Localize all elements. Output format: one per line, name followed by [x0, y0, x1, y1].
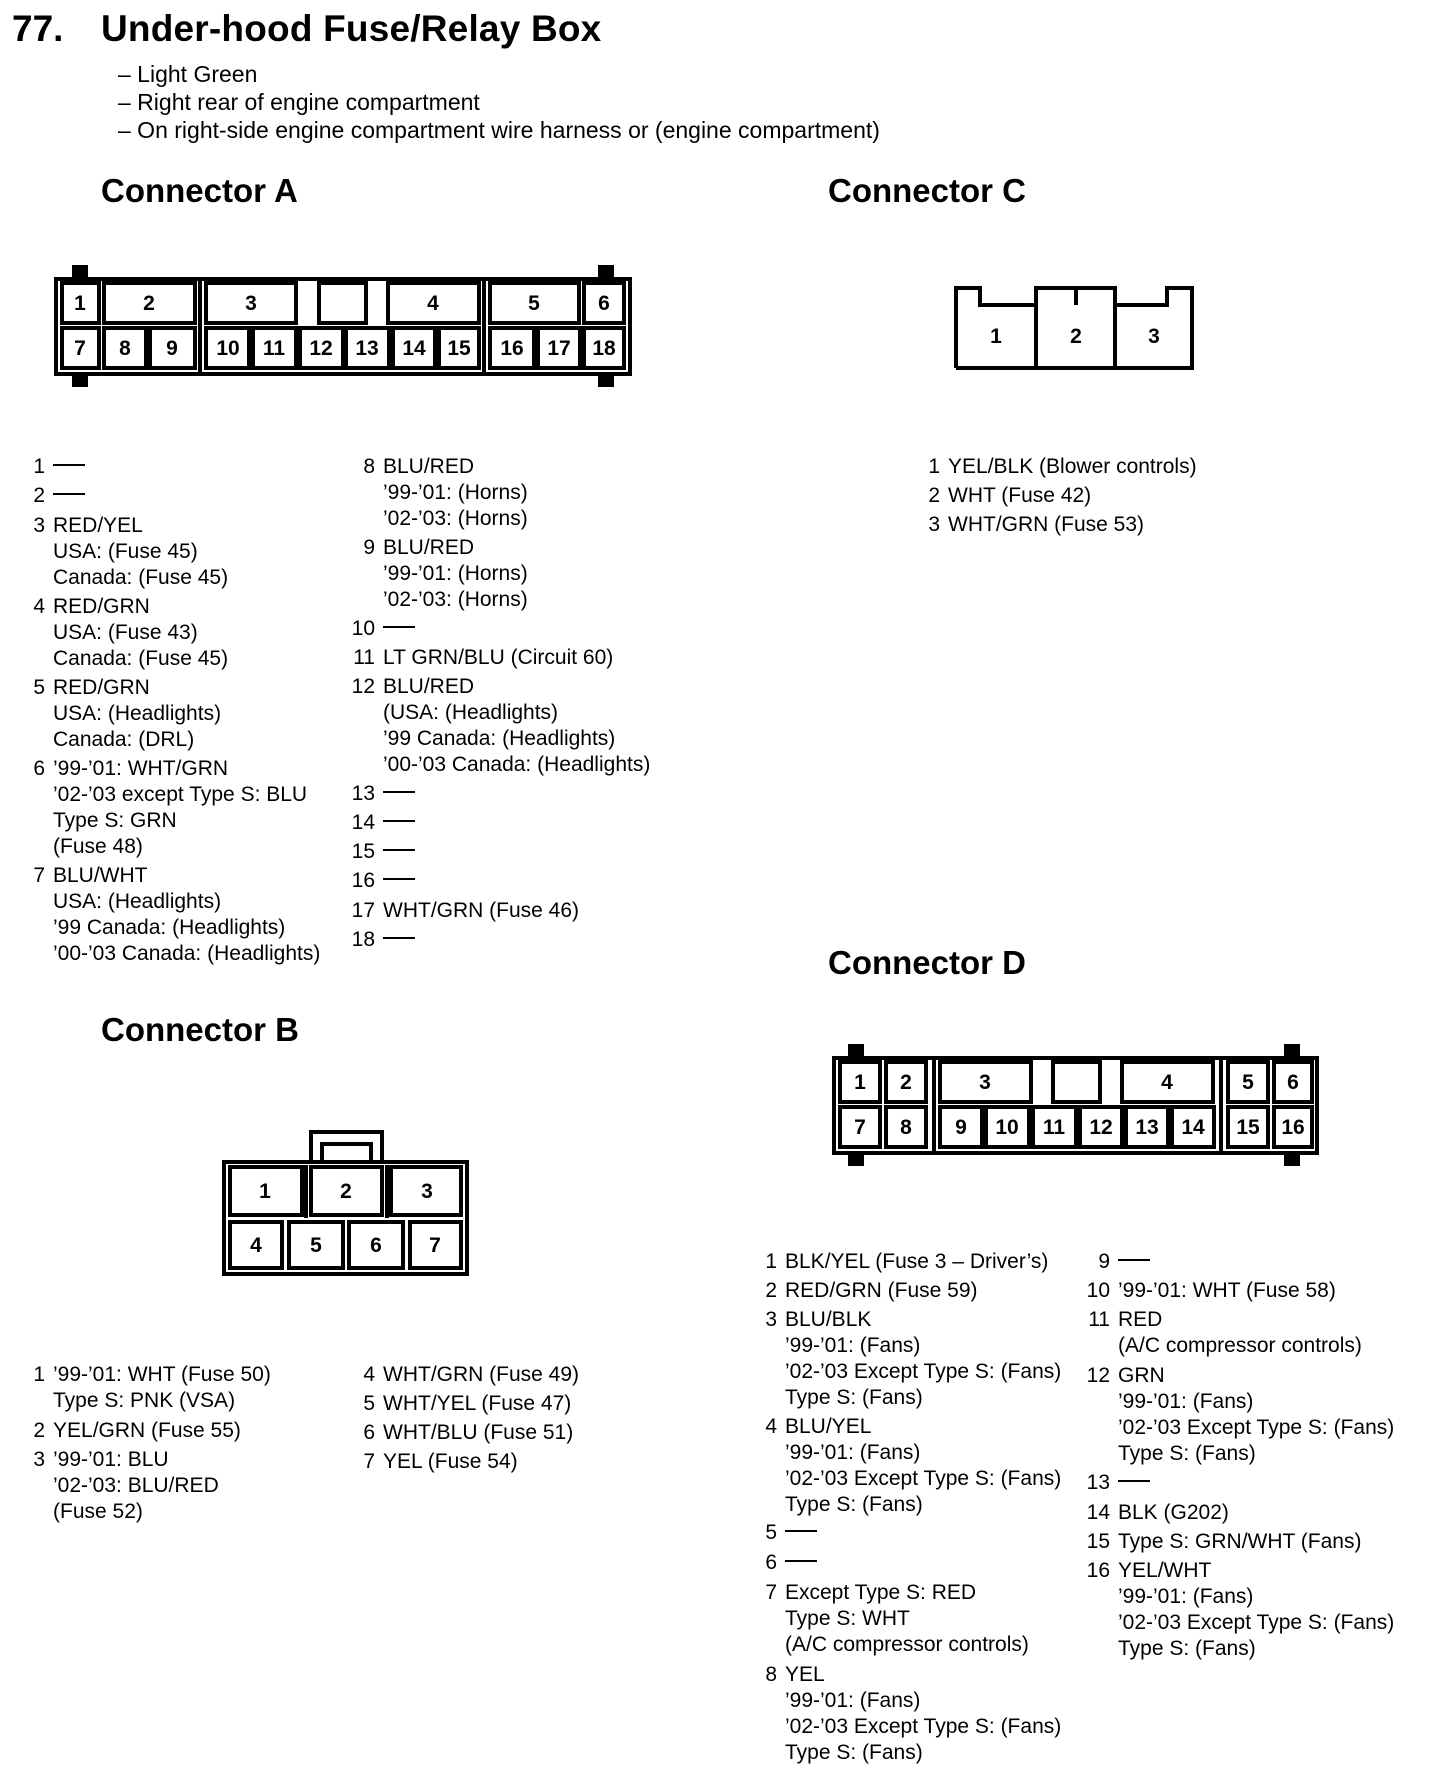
pin-number: 4: [363, 1363, 375, 1386]
pin-description-line: ’02-’03 except Type S: BLU: [53, 783, 308, 806]
cavity-a-11: 11: [262, 337, 286, 360]
pin-number: 3: [33, 514, 45, 537]
pin-description-line: WHT/BLU (Fuse 51): [383, 1421, 574, 1444]
page-number: 77.: [12, 8, 64, 49]
pin-description-line: ’00-’03 Canada: (Headlights): [53, 942, 321, 965]
pin-number: 7: [765, 1581, 777, 1604]
cavity-b-6: 6: [370, 1234, 382, 1257]
pin-number: 11: [353, 646, 375, 669]
pin-description-line: (Fuse 52): [53, 1500, 143, 1523]
pin-description-line: BLU/YEL: [785, 1415, 872, 1438]
cavity-d-8: 8: [900, 1116, 912, 1139]
connector-d-pin-14: [1086, 1500, 1229, 1526]
pin-description-line: ’99-’01: BLU: [53, 1448, 169, 1471]
pin-description-line: GRN: [1118, 1364, 1165, 1387]
connector-d-pin-5: [765, 1520, 817, 1546]
pin-number: 3: [928, 513, 940, 536]
pin-description-line: ’99-’01: WHT/GRN: [53, 757, 229, 780]
pin-number: 1: [33, 1363, 45, 1386]
cavity-a-10: 10: [216, 337, 240, 360]
pin-description-line: (A/C compressor controls): [1118, 1334, 1362, 1357]
unused-pin-dash: [383, 937, 415, 939]
pin-description-line: BLU/WHT: [53, 864, 148, 887]
pin-number: 6: [363, 1421, 375, 1444]
connector-d-pin-12: [1086, 1363, 1395, 1467]
connector-b-pin-6: [363, 1420, 574, 1446]
pin-number: 13: [351, 782, 375, 805]
connector-b-pin-1: [33, 1362, 271, 1414]
pin-description-line: Canada: (Fuse 45): [53, 647, 229, 670]
pin-number: 4: [33, 595, 45, 618]
pin-number: 7: [363, 1450, 375, 1473]
connector-a-title: Connector A: [101, 172, 298, 209]
pin-number: 2: [33, 1419, 45, 1442]
pin-description-line: ’99-’01: WHT (Fuse 50): [53, 1363, 271, 1386]
pin-number: 11: [1088, 1308, 1110, 1331]
connector-a-pin-3: [33, 513, 229, 591]
pin-description-line: YEL (Fuse 54): [383, 1450, 518, 1473]
connector-a-pin-18: [351, 927, 415, 953]
cavity-b-5: 5: [310, 1234, 322, 1257]
connector-d-pin-11: [1088, 1307, 1362, 1359]
connector-a-pin-17: [351, 898, 580, 924]
connector-d-pin-7: [765, 1580, 1029, 1658]
pin-description-line: BLK (G202): [1118, 1501, 1229, 1524]
pin-number: 5: [33, 676, 45, 699]
connector-a-pin-9: [363, 535, 528, 613]
connector-a-pin-1: [33, 454, 85, 480]
cavity-a-17: 17: [547, 337, 571, 360]
pin-description-line: ’00-’03 Canada: (Headlights): [383, 753, 651, 776]
pin-description-line: ’02-’03 Except Type S: (Fans): [1118, 1416, 1395, 1439]
pin-description-line: YEL: [785, 1663, 825, 1686]
unused-pin-dash: [383, 849, 415, 851]
pin-description-line: BLU/BLK: [785, 1308, 872, 1331]
pin-description-line: ’02-’03 Except Type S: (Fans): [785, 1360, 1062, 1383]
cavity-a-5: 5: [528, 292, 540, 315]
connector-c-pin-1: [928, 454, 1197, 480]
page-title: Under-hood Fuse/Relay Box: [101, 8, 602, 49]
cavity-d-13: 13: [1135, 1116, 1159, 1139]
pin-description-line: RED: [1118, 1308, 1163, 1331]
pin-number: 18: [351, 928, 375, 951]
pin-number: 1: [33, 455, 45, 478]
connector-b-pin-2: [33, 1418, 241, 1444]
pin-number: 14: [351, 811, 375, 834]
connector-a-pin-4: [33, 594, 229, 672]
connector-a-pin-12: [351, 674, 651, 778]
pin-description-line: (A/C compressor controls): [785, 1633, 1029, 1656]
cavity-c-2: 2: [1070, 325, 1082, 348]
cavity-d-11: 11: [1042, 1116, 1066, 1139]
pin-description-line: YEL/WHT: [1118, 1559, 1212, 1582]
connector-d-pin-15: [1086, 1529, 1362, 1555]
cavity-a-14: 14: [402, 337, 426, 360]
pin-number: 2: [928, 484, 940, 507]
pin-description-line: ’99 Canada: (Headlights): [383, 727, 616, 750]
pin-description-line: (USA: (Headlights): [383, 701, 559, 724]
connector-b-pin-5: [363, 1391, 572, 1417]
cavity-d-6: 6: [1287, 1071, 1299, 1094]
cavity-a-1: 1: [74, 292, 86, 315]
cavity-d-1: 1: [854, 1071, 866, 1094]
connector-b-pin-3: [33, 1447, 219, 1525]
pin-description-line: BLK/YEL (Fuse 3 – Driver’s): [785, 1250, 1049, 1273]
pin-description-line: YEL/BLK (Blower controls): [948, 455, 1197, 478]
cavity-b-3: 3: [421, 1180, 433, 1203]
cavity-a-9: 9: [166, 337, 178, 360]
cavity-d-4: 4: [1161, 1071, 1173, 1094]
pin-number: 15: [351, 840, 375, 863]
pin-number: 14: [1086, 1501, 1110, 1524]
cavity-a-3: 3: [245, 292, 257, 315]
unused-pin-dash: [53, 464, 85, 466]
connector-a-pin-8: [363, 454, 528, 532]
pin-description-line: Type S: WHT: [785, 1607, 910, 1630]
pin-description-line: ’99-’01: (Horns): [383, 562, 528, 585]
pin-description-line: RED/GRN: [53, 595, 150, 618]
pin-number: 6: [33, 757, 45, 780]
pin-description-line: ’99-’01: (Fans): [1118, 1390, 1254, 1413]
connector-c-title: Connector C: [828, 172, 1026, 209]
pin-description-line: ’02-’03: (Horns): [383, 588, 528, 611]
pin-description-line: WHT (Fuse 42): [948, 484, 1092, 507]
pin-number: 16: [351, 869, 375, 892]
pin-number: 8: [363, 455, 375, 478]
connector-d-pin-13: [1086, 1470, 1150, 1496]
unused-pin-dash: [1118, 1259, 1150, 1261]
cavity-a-7: 7: [74, 337, 86, 360]
pin-description-line: Canada: (DRL): [53, 728, 195, 751]
cavity-c-1: 1: [990, 325, 1002, 348]
pin-description-line: ’99-’01: (Fans): [785, 1334, 921, 1357]
pin-description-line: BLU/RED: [383, 675, 475, 698]
detail-harness: – On right-side engine compartment wire harness or (engine compartment): [118, 117, 880, 143]
pin-number: 10: [351, 617, 375, 640]
cavity-a-18: 18: [592, 337, 616, 360]
pin-number: 3: [33, 1448, 45, 1471]
unused-pin-dash: [1118, 1480, 1150, 1482]
cavity-d-14: 14: [1181, 1116, 1205, 1139]
pin-number: 8: [765, 1663, 777, 1686]
pin-number: 5: [363, 1392, 375, 1415]
cavity-a-2: 2: [143, 292, 155, 315]
connector-a-pin-13: [351, 781, 415, 807]
cavity-a-8: 8: [119, 337, 131, 360]
cavity-a-4: 4: [427, 292, 439, 315]
pin-description-line: ’99-’01: (Fans): [1118, 1585, 1254, 1608]
cavity-a-6: 6: [598, 292, 610, 315]
connector-c-pin-3: [928, 512, 1145, 538]
pin-description-line: Type S: (Fans): [1118, 1442, 1256, 1465]
pin-number: 10: [1086, 1279, 1110, 1302]
cavity-d-7: 7: [854, 1116, 866, 1139]
pin-number: 13: [1086, 1471, 1110, 1494]
connector-d-title: Connector D: [828, 944, 1026, 981]
cavity-d-12: 12: [1089, 1116, 1113, 1139]
connector-d-pin-4: [765, 1414, 1062, 1518]
pin-description-line: ’02-’03: BLU/RED: [53, 1474, 219, 1497]
pin-description-line: LT GRN/BLU (Circuit 60): [383, 646, 614, 669]
unused-pin-dash: [383, 626, 415, 628]
cavity-a-15: 15: [447, 337, 471, 360]
pin-number: 6: [765, 1551, 777, 1574]
cavity-d-10: 10: [995, 1116, 1019, 1139]
cavity-d-3: 3: [979, 1071, 991, 1094]
cavity-b-4: 4: [250, 1234, 262, 1257]
pin-description-line: ’02-’03 Except Type S: (Fans): [785, 1715, 1062, 1738]
connector-d-pin-2: [765, 1278, 978, 1304]
cavity-b-7: 7: [429, 1234, 441, 1257]
cavity-b-2: 2: [340, 1180, 352, 1203]
connector-a-pin-16: [351, 868, 415, 894]
pin-number: 9: [1098, 1250, 1110, 1273]
pin-description-line: Type S: GRN/WHT (Fans): [1118, 1530, 1362, 1553]
pin-description-line: ’99-’01: (Fans): [785, 1441, 921, 1464]
pin-number: 15: [1086, 1530, 1110, 1553]
connector-b-title: Connector B: [101, 1011, 299, 1048]
pin-description-line: ’99-’01: WHT (Fuse 58): [1118, 1279, 1336, 1302]
connector-d-pin-9: [1098, 1249, 1150, 1275]
pin-description-line: BLU/RED: [383, 536, 475, 559]
pin-description-line: ’02-’03 Except Type S: (Fans): [1118, 1611, 1395, 1634]
pin-number: 12: [351, 675, 375, 698]
pin-number: 2: [33, 484, 45, 507]
cavity-a-16: 16: [500, 337, 524, 360]
connector-b-pin-4: [363, 1362, 580, 1388]
pin-number: 12: [1086, 1364, 1110, 1387]
connector-d-pin-16: [1086, 1558, 1395, 1662]
pin-description-line: BLU/RED: [383, 455, 475, 478]
pin-description-line: Type S: (Fans): [785, 1386, 923, 1409]
connector-d-pin-8: [765, 1662, 1062, 1766]
pin-description-line: Type S: PNK (VSA): [53, 1389, 236, 1412]
connector-a-pin-7: [33, 863, 321, 967]
cavity-d-5: 5: [1242, 1071, 1254, 1094]
pin-description-line: YEL/GRN (Fuse 55): [53, 1419, 241, 1442]
pin-description-line: Except Type S: RED: [785, 1581, 977, 1604]
pin-description-line: WHT/GRN (Fuse 49): [383, 1363, 580, 1386]
pin-description-line: RED/YEL: [53, 514, 143, 537]
cavity-b-1: 1: [259, 1180, 271, 1203]
pin-number: 7: [33, 864, 45, 887]
pin-description-line: ’02-’03 Except Type S: (Fans): [785, 1467, 1062, 1490]
cavity-d-16: 16: [1281, 1116, 1305, 1139]
cavity-d-15: 15: [1236, 1116, 1260, 1139]
connector-a-pin-2: [33, 483, 85, 509]
connector-a-pin-10: [351, 616, 415, 642]
pin-number: 1: [928, 455, 940, 478]
pin-description-line: WHT/GRN (Fuse 46): [383, 899, 580, 922]
pin-number: 3: [765, 1308, 777, 1331]
unused-pin-dash: [383, 820, 415, 822]
pin-number: 5: [765, 1521, 777, 1544]
cavity-a-12: 12: [309, 337, 333, 360]
pin-description-line: ’99-’01: (Horns): [383, 481, 528, 504]
connector-a-pin-6: [33, 756, 308, 860]
connector-d-pin-1: [765, 1249, 1049, 1275]
connector-d-pin-3: [765, 1307, 1062, 1411]
cavity-d-9: 9: [955, 1116, 967, 1139]
pin-description-line: Canada: (Fuse 45): [53, 566, 229, 589]
pin-number: 17: [351, 899, 375, 922]
pin-description-line: Type S: GRN: [53, 809, 177, 832]
connector-a-pin-5: [33, 675, 222, 753]
pin-description-line: USA: (Headlights): [53, 890, 222, 913]
pin-description-line: WHT/GRN (Fuse 53): [948, 513, 1145, 536]
pin-description-line: WHT/YEL (Fuse 47): [383, 1392, 572, 1415]
connector-d-pin-6: [765, 1550, 817, 1576]
unused-pin-dash: [785, 1560, 817, 1562]
pin-description-line: USA: (Fuse 43): [53, 621, 198, 644]
connector-c-pin-2: [928, 483, 1092, 509]
unused-pin-dash: [383, 791, 415, 793]
cavity-d-2: 2: [900, 1071, 912, 1094]
unused-pin-dash: [53, 493, 85, 495]
connector-a-pin-14: [351, 810, 415, 836]
connector-a-pin-15: [351, 839, 415, 865]
connector-a-pin-11: [353, 645, 614, 671]
unused-pin-dash: [383, 878, 415, 880]
pin-description-line: Type S: (Fans): [785, 1493, 923, 1516]
pin-description-line: (Fuse 48): [53, 835, 143, 858]
pin-description-line: RED/GRN: [53, 676, 150, 699]
pin-number: 4: [765, 1415, 777, 1438]
connector-d-pin-10: [1086, 1278, 1336, 1304]
detail-location: – Right rear of engine compartment: [118, 89, 480, 115]
cavity-c-3: 3: [1148, 325, 1160, 348]
detail-color: – Light Green: [118, 61, 258, 87]
pin-description-line: RED/GRN (Fuse 59): [785, 1279, 978, 1302]
connector-b-pin-7: [363, 1449, 518, 1475]
unused-pin-dash: [785, 1530, 817, 1532]
pin-number: 2: [765, 1279, 777, 1302]
pin-description-line: USA: (Headlights): [53, 702, 222, 725]
pin-description-line: ’99 Canada: (Headlights): [53, 916, 286, 939]
cavity-a-13: 13: [355, 337, 379, 360]
pin-description-line: ’02-’03: (Horns): [383, 507, 528, 530]
pin-number: 9: [363, 536, 375, 559]
pin-description-line: Type S: (Fans): [1118, 1637, 1256, 1660]
pin-number: 1: [765, 1250, 777, 1273]
pin-description-line: Type S: (Fans): [785, 1741, 923, 1764]
pin-number: 16: [1086, 1559, 1110, 1582]
pin-description-line: USA: (Fuse 45): [53, 540, 198, 563]
pin-description-line: ’99-’01: (Fans): [785, 1689, 921, 1712]
